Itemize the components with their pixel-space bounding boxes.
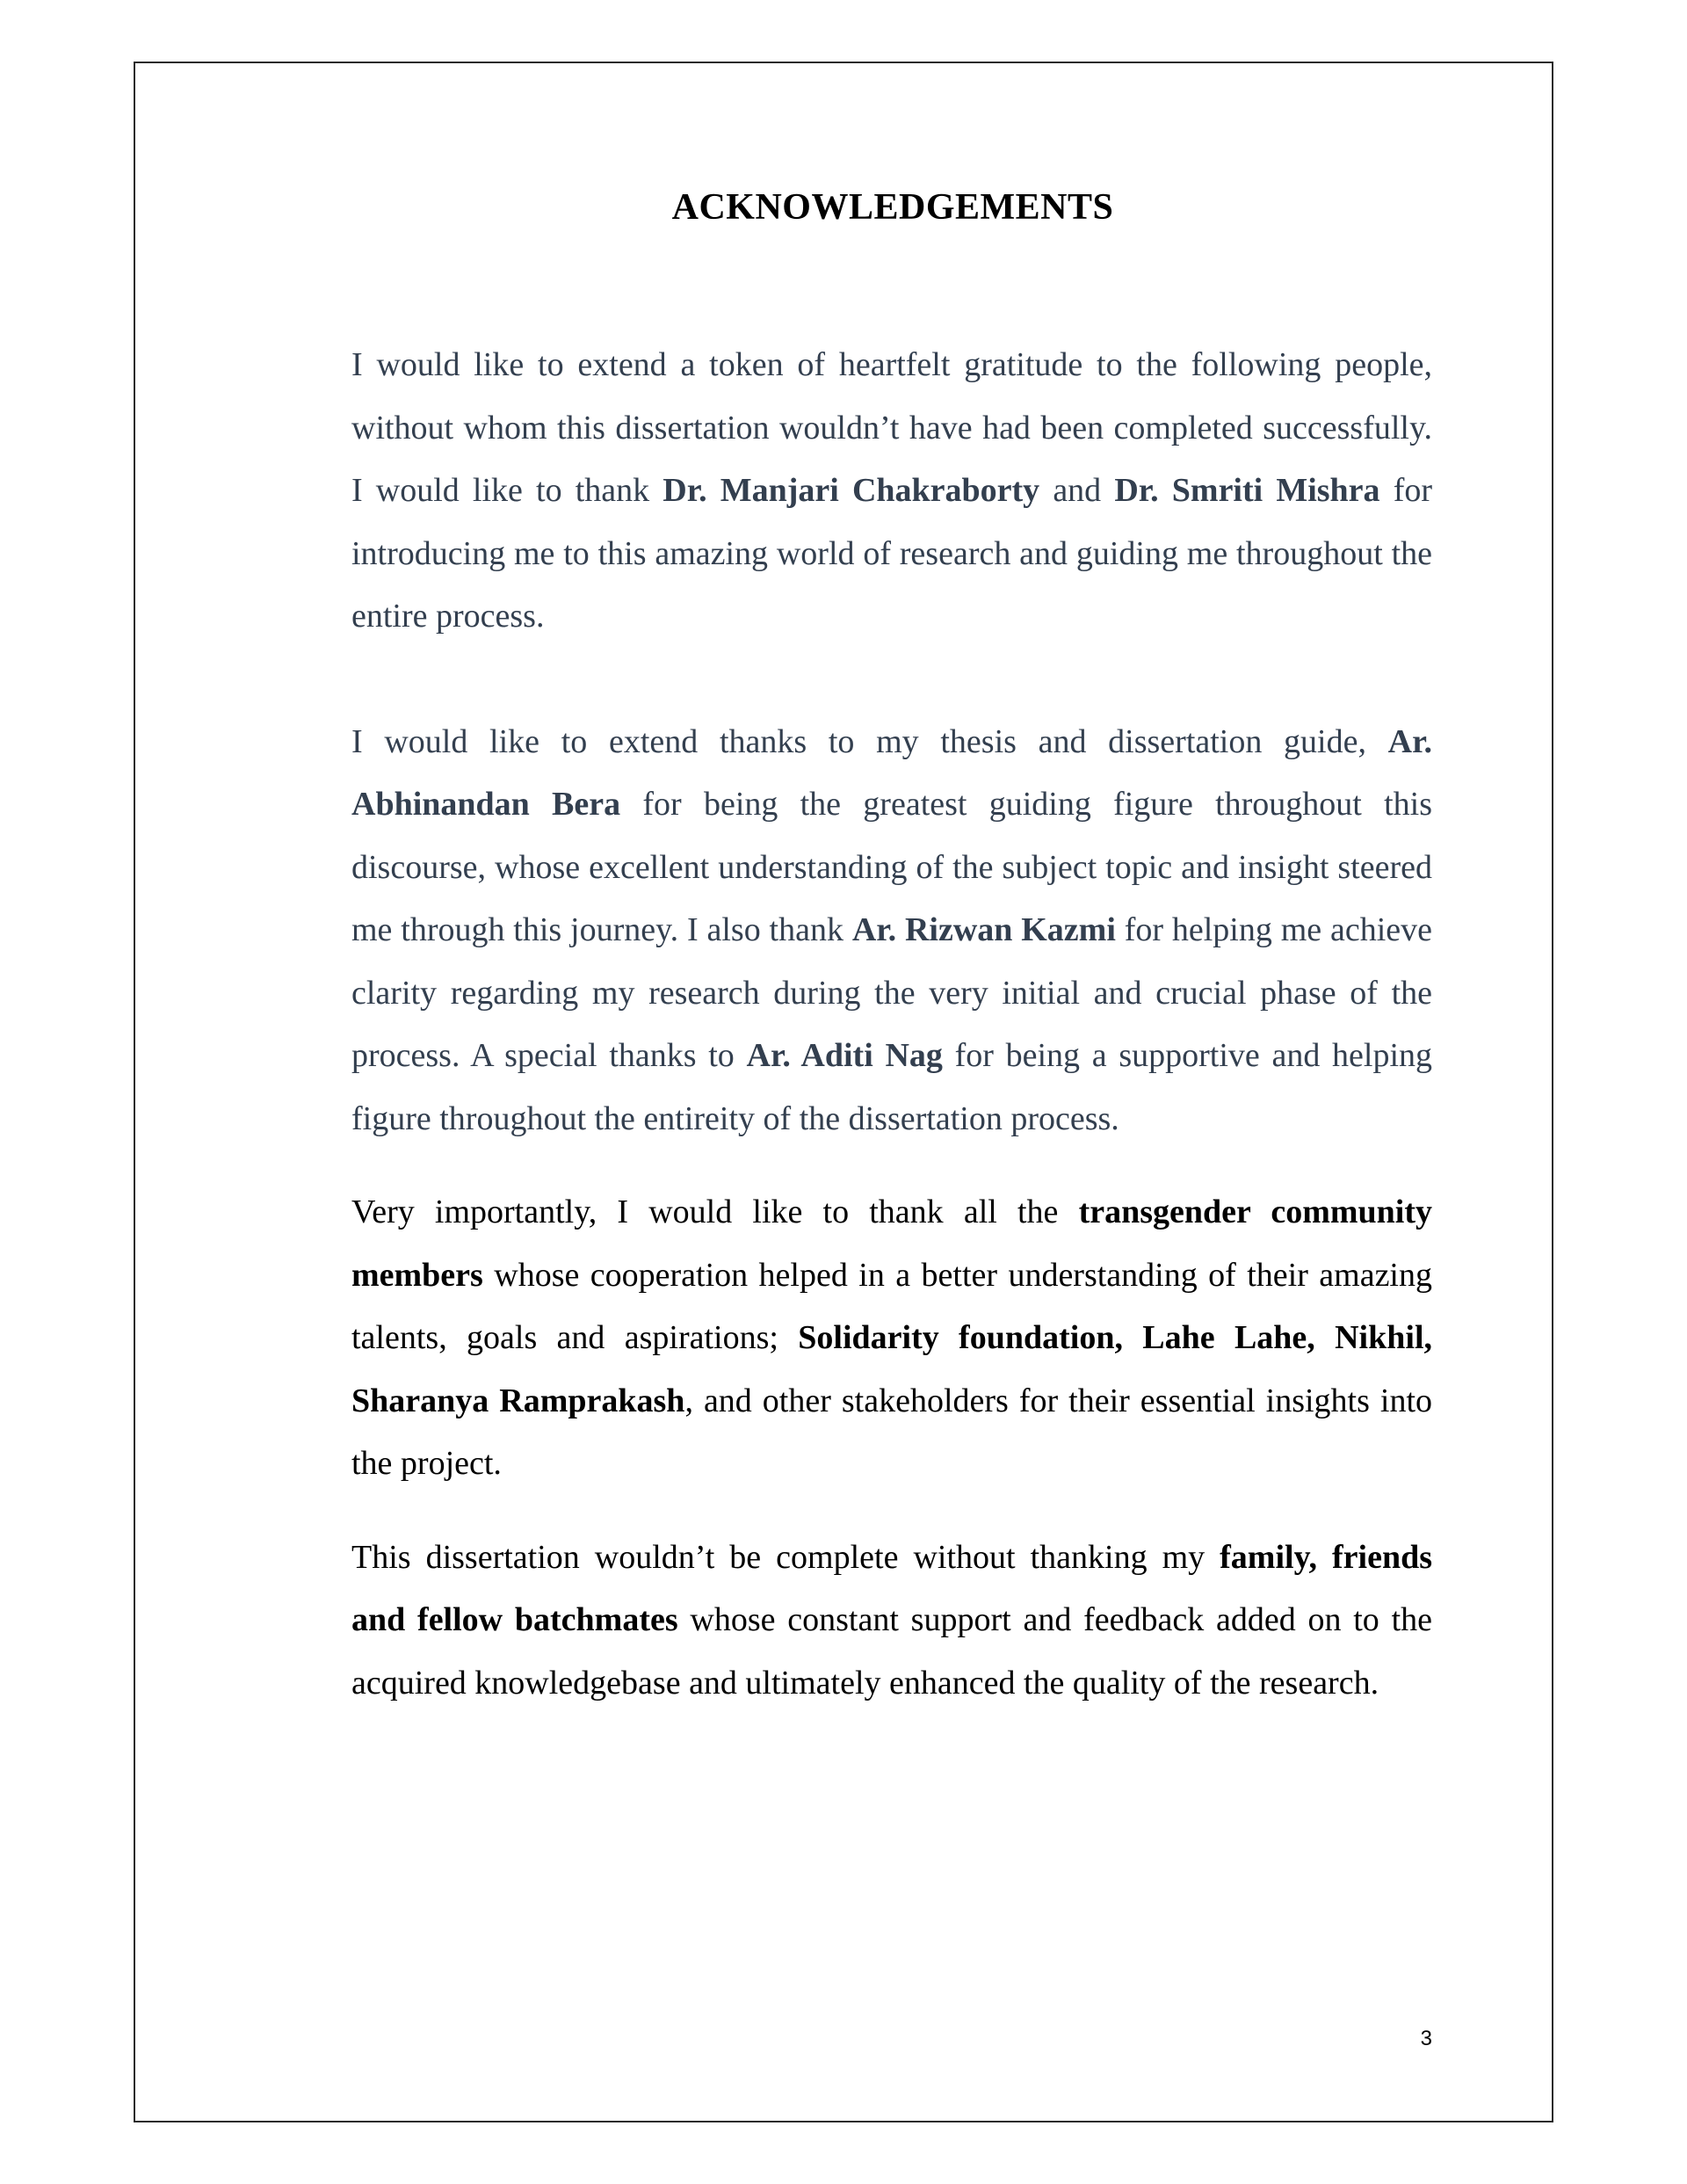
- acknowledgements-body: [351, 334, 1432, 1715]
- name-abhinandan-bera: Ar. Abhinandan Bera: [351, 722, 1432, 823]
- highlight-stakeholders: Solidarity foundation, Lahe Lahe, Nikhil, Sharanya Ramprakash: [351, 1319, 1432, 1419]
- text-run: for helping me achieve clarity regarding my research during the very initial and crucial phase of the process. A special thanks to: [351, 911, 1432, 1074]
- text-run: I would like to extend thanks to my thesis and dissertation guide,: [351, 722, 1388, 760]
- text-run: This dissertation wouldn’t be complete without thanking my: [351, 1538, 1220, 1576]
- text-run: for being the greatest guiding figure throughout this discourse, whose excellent understanding of the subject topic and insight steered me through this journey. I also thank: [351, 786, 1432, 948]
- paragraph-1: [351, 334, 1432, 649]
- text-run: , and other stakeholders for their essential insights into the project.: [351, 1382, 1433, 1482]
- name-smriti-mishra: Dr. Smriti Mishra: [1114, 472, 1380, 509]
- name-aditi-nag: Ar. Aditi Nag: [746, 1037, 943, 1074]
- text-run: for being a supportive and helping figure throughout the entireity of the dissertation process.: [351, 1037, 1433, 1137]
- name-manjari-chakraborty: Dr. Manjari Chakraborty: [662, 472, 1040, 509]
- page-number: 3: [1420, 2027, 1432, 2050]
- paragraph-2: [351, 711, 1432, 1151]
- text-run: Very importantly, I would like to thank all the: [351, 1194, 1079, 1230]
- text-run: whose constant support and feedback added on to the acquired knowledgebase and ultimately enhanced the quality of the research.: [351, 1601, 1432, 1701]
- text-run: I would like to extend a token of heartfelt gratitude to the following people, without whom this dissertation wouldn’t have had been completed successfully. I would like to thank: [351, 346, 1432, 509]
- name-rizwan-kazmi: Ar. Rizwan Kazmi: [851, 911, 1116, 948]
- paragraph-4: [351, 1527, 1432, 1716]
- text-run: for introducing me to this amazing world of research and guiding me throughout the entire process.: [351, 472, 1433, 635]
- text-run: and: [1039, 472, 1115, 509]
- text-run: whose cooperation helped in a better understanding of their amazing talents, goals and aspirations;: [351, 1256, 1432, 1356]
- highlight-family-friends: family, friends and fellow batchmates: [351, 1538, 1432, 1638]
- paragraph-3: [351, 1181, 1432, 1496]
- highlight-transgender-community: transgender community members: [351, 1194, 1432, 1294]
- page-title: ACKNOWLEDGEMENTS: [671, 187, 1114, 228]
